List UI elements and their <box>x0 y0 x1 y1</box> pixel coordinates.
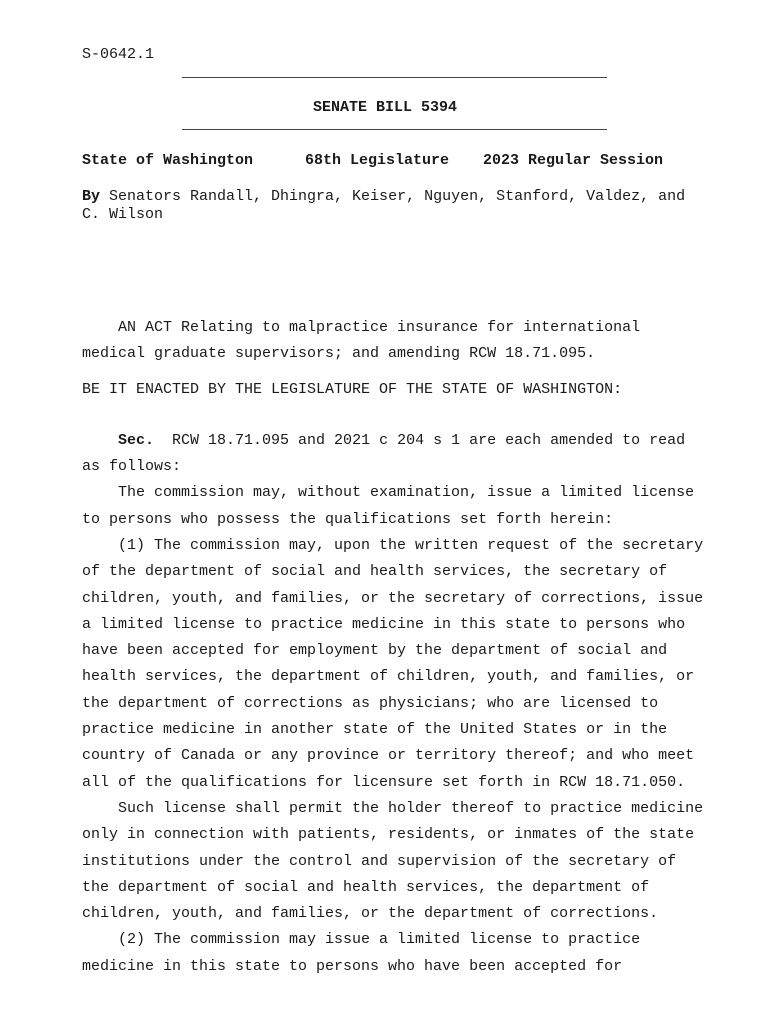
body-line: a limited license to practice medicine in this state to persons who <box>82 615 686 633</box>
body-line: Such license shall permit the holder thereof to practice medicine <box>82 799 704 817</box>
body-line: practice medicine in another state of the United States or in the <box>82 721 668 738</box>
body-line: (1) The commission may, upon the written request of the secretary <box>82 536 704 554</box>
body-line: institutions under the control and supervision of the secretary of <box>82 852 677 870</box>
title-rule-top <box>182 77 607 78</box>
bill-title: SENATE BILL 5394 <box>312 99 458 116</box>
title-rule-bottom <box>182 129 607 130</box>
session: 2023 Regular Session <box>483 152 664 169</box>
body-line: children, youth, and families, or the department of corrections. <box>82 905 659 923</box>
sponsors-text: Senators Randall, Dhingra, Keiser, Nguyen, Stanford, Valdez, and <box>100 188 686 205</box>
section-heading <box>82 432 685 449</box>
body-line: health services, the department of children, youth, and families, or <box>82 668 695 686</box>
body-line: of the department of social and health services, the secretary of <box>82 563 668 581</box>
by-label: By <box>82 188 101 205</box>
sec-label: Sec. <box>118 432 155 449</box>
enacting-clause: BE IT ENACTED BY THE LEGISLATURE OF THE STATE OF WASHINGTON: <box>82 381 623 398</box>
sponsors-line-2: C. Wilson <box>82 206 164 223</box>
act-line-1: AN ACT Relating to malpractice insurance for international <box>82 319 641 336</box>
sec-text: RCW 18.71.095 and 2021 c 204 s 1 are each amended to read <box>154 432 686 449</box>
sponsors-line-1 <box>82 188 685 205</box>
state-name: State of Washington <box>82 152 254 169</box>
body-line: the department of social and health services, the department of <box>82 878 650 896</box>
document-code: S-0642.1 <box>82 46 155 63</box>
body-line: as follows: <box>82 458 182 475</box>
body-line: only in connection with patients, residents, or inmates of the state <box>82 826 695 844</box>
legislature: 68th Legislature <box>305 152 450 169</box>
body-line: have been accepted for employment by the department of social and <box>82 642 668 660</box>
body-line: country of Canada or any province or territory thereof; and who meet <box>82 747 695 765</box>
body-line: the department of corrections as physicians; who are licensed to <box>82 694 659 712</box>
body-line: to persons who possess the qualifications set forth herein: <box>82 510 614 528</box>
body-line: medicine in this state to persons who have been accepted for <box>82 957 623 975</box>
body-line: all of the qualifications for licensure set forth in RCW 18.71.050. <box>82 773 686 791</box>
body-line: children, youth, and families, or the secretary of corrections, issue <box>82 589 704 607</box>
act-line-2: medical graduate supervisors; and amending RCW 18.71.095. <box>82 345 596 362</box>
body-line: (2) The commission may issue a limited license to practice <box>82 931 641 949</box>
body-line: The commission may, without examination, issue a limited license <box>82 484 695 502</box>
